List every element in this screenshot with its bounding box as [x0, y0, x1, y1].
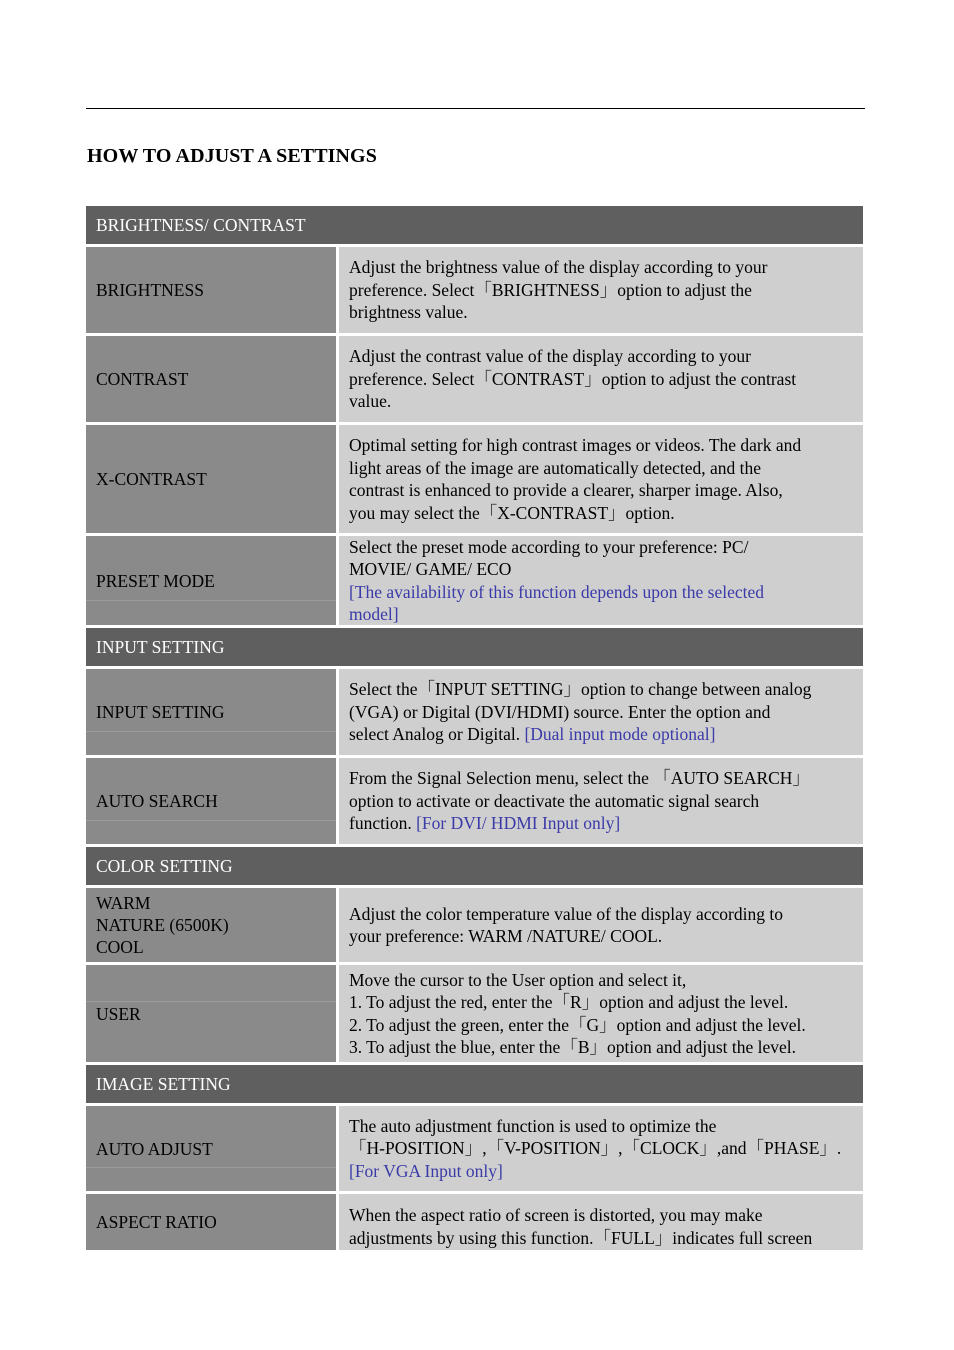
row-label: [86, 669, 336, 755]
desc-line: option to activate or deactivate the automatic signal search: [349, 790, 760, 811]
desc-line: The auto adjustment function is used to optimize the: [349, 1115, 717, 1136]
desc-line: Select the preset mode according to your preference: PC/: [349, 536, 749, 557]
desc-line: (VGA) or Digital (DVI/HDMI) source. Enter the option and: [349, 701, 771, 722]
availability-note: model]: [349, 604, 399, 624]
row-auto-adjust: [86, 1106, 863, 1191]
row-brightness: [86, 247, 863, 333]
desc-line: adjustments by using this function.「FULL」indicates full screen: [349, 1227, 813, 1248]
row-description: [339, 536, 863, 625]
desc-line: value.: [349, 391, 392, 412]
desc-line: preference. Select「BRIGHTNESS」option to adjust the: [349, 279, 752, 300]
desc-line: preference. Select「CONTRAST」option to adjust the contrast: [349, 368, 797, 389]
row-description: [339, 336, 863, 422]
desc-line: you may select the「X-CONTRAST」option.: [349, 502, 675, 523]
desc-line: From the Signal Selection menu, select the 「AUTO SEARCH」: [349, 768, 810, 789]
desc-line: 2. To adjust the green, enter the「G」option and adjust the level.: [349, 1014, 806, 1035]
row-description: [339, 965, 863, 1062]
page-title: HOW TO ADJUST A SETTINGS: [87, 145, 377, 167]
row-label: [86, 536, 336, 625]
section-header-brightness-contrast: BRIGHTNESS/ CONTRAST: [86, 206, 863, 244]
row-preset-mode: [86, 536, 863, 625]
desc-line: 1. To adjust the red, enter the「R」option and adjust the level.: [349, 992, 789, 1012]
label-auto-search: AUTO SEARCH: [96, 791, 218, 811]
desc-line: brightness value.: [349, 302, 468, 323]
desc-line: Optimal setting for high contrast images or videos. The dark and: [349, 435, 802, 455]
row-auto-search: [86, 758, 863, 844]
label-auto-adjust: AUTO ADJUST: [96, 1138, 213, 1159]
top-rule: [86, 108, 865, 109]
row-description: [339, 758, 863, 844]
label-color-temperature: WARM NATURE (6500K) COOL: [96, 893, 229, 957]
section-header-input-setting: INPUT SETTING: [86, 628, 863, 666]
row-description: [339, 1194, 863, 1250]
desc-line: select Analog or Digital.: [349, 724, 521, 745]
label-aspect-ratio: ASPECT RATIO: [96, 1212, 217, 1232]
row-aspect-ratio: [86, 1194, 863, 1250]
row-description: [339, 888, 863, 962]
row-x-contrast: [86, 425, 863, 533]
row-label: [86, 758, 336, 844]
label-user: USER: [96, 1003, 141, 1024]
desc-line: function.: [349, 813, 412, 834]
settings-table: [86, 206, 863, 1253]
desc-line: MOVIE/ GAME/ ECO: [349, 559, 512, 579]
desc-line: 「H-POSITION」,「V-POSITION」,「CLOCK」,and「PHASE」.: [349, 1138, 842, 1159]
desc-line: Move the cursor to the User option and select it,: [349, 969, 687, 990]
row-description: [339, 247, 863, 333]
desc-line: When the aspect ratio of screen is distorted, you may make: [349, 1205, 763, 1225]
row-user: [86, 965, 863, 1062]
row-label: [86, 336, 336, 422]
label-preset-mode: PRESET MODE: [96, 570, 215, 591]
row-label: [86, 247, 336, 333]
section-header-image-setting: IMAGE SETTING: [86, 1065, 863, 1103]
label-x-contrast: X-CONTRAST: [96, 469, 207, 489]
desc-line: your preference: WARM /NATURE/ COOL.: [349, 926, 663, 946]
desc-line: contrast is enhanced to provide a clearer, sharper image. Also,: [349, 480, 783, 500]
row-input-setting: [86, 669, 863, 755]
dual-input-note: [Dual input mode optional]: [524, 724, 716, 745]
dvi-hdmi-note: [For DVI/ HDMI Input only]: [416, 813, 621, 834]
section-header-color-setting: COLOR SETTING: [86, 847, 863, 885]
desc-line: Adjust the color temperature value of the display according to: [349, 903, 783, 924]
label-brightness: BRIGHTNESS: [96, 280, 204, 300]
row-label: [86, 425, 336, 533]
desc-line: Adjust the brightness value of the display according to your: [349, 257, 768, 278]
vga-input-note: [For VGA Input only]: [349, 1160, 503, 1181]
row-description: [339, 425, 863, 533]
row-color-temperature: [86, 888, 863, 962]
row-label: [86, 1194, 336, 1250]
row-contrast: [86, 336, 863, 422]
label-input-setting: INPUT SETTING: [96, 702, 225, 722]
desc-line: Adjust the contrast value of the display according to your: [349, 346, 751, 367]
row-label: [86, 1106, 336, 1191]
desc-line: 3. To adjust the blue, enter the「B」option and adjust the level.: [349, 1037, 797, 1057]
desc-line: Select the「INPUT SETTING」option to change between analog: [349, 679, 812, 700]
row-description: [339, 1106, 863, 1191]
desc-line: light areas of the image are automatically detected, and the: [349, 457, 762, 478]
label-contrast: CONTRAST: [96, 369, 189, 389]
row-description: [339, 669, 863, 755]
row-label: [86, 965, 336, 1062]
row-label: [86, 888, 336, 962]
availability-note: [The availability of this function depends upon the selected: [349, 581, 765, 602]
